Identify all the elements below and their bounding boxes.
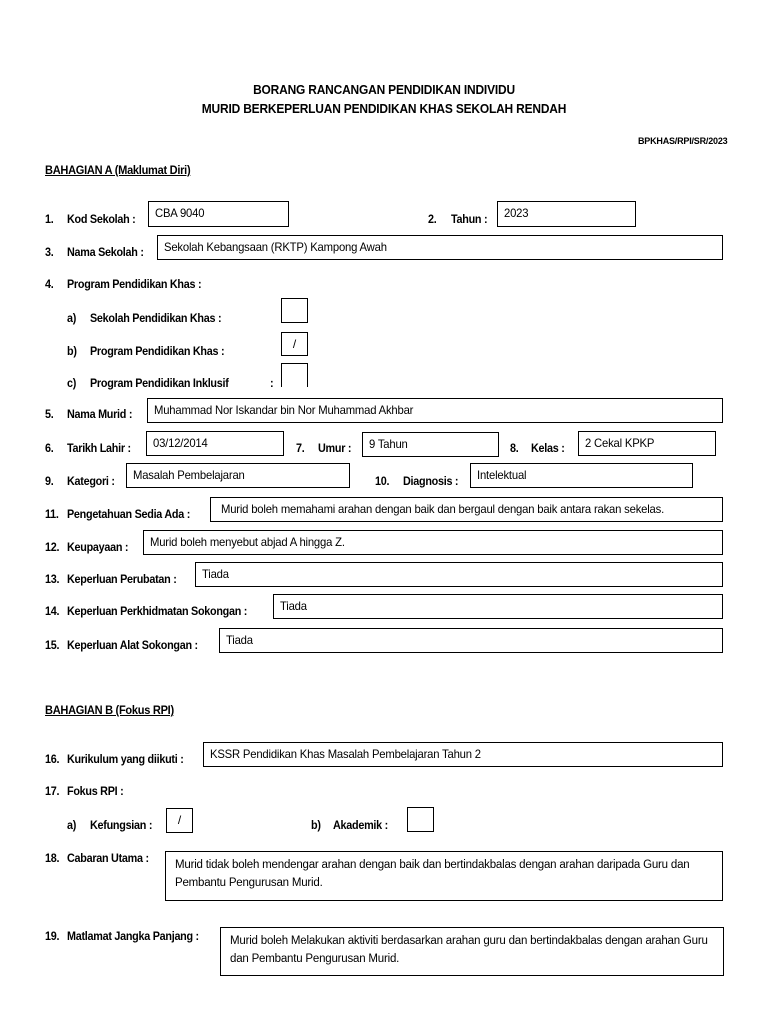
form-code: BPKHAS/RPI/SR/2023 — [638, 136, 728, 146]
item-number: 6. — [45, 441, 54, 455]
item-number: 12. — [45, 540, 60, 554]
item-number: 8. — [510, 441, 519, 455]
program-pendidikan-khas-label: Program Pendidikan Khas : — [90, 344, 225, 358]
item-number: 11. — [45, 507, 59, 521]
item-number: 2. — [428, 212, 437, 226]
nama-sekolah-label: Nama Sekolah : — [67, 245, 144, 259]
sekolah-pendidikan-khas-label: Sekolah Pendidikan Khas : — [90, 311, 222, 325]
item-number: 5. — [45, 407, 54, 421]
kategori-label: Kategori : — [67, 474, 115, 488]
item-number: 4. — [45, 277, 54, 291]
kurikulum-label: Kurikulum yang diikuti : — [67, 752, 184, 766]
sub-item-letter: c) — [67, 376, 77, 390]
umur-field[interactable]: 9 Tahun — [362, 432, 499, 457]
item-number: 15. — [45, 638, 60, 652]
sekolah-pendidikan-khas-checkbox[interactable] — [281, 298, 308, 323]
keupayaan-label: Keupayaan : — [67, 540, 129, 554]
tahun-field[interactable]: 2023 — [497, 201, 636, 227]
pengetahuan-field[interactable]: Murid boleh memahami arahan dengan baik dan bergaul dengan baik antara rakan sekelas. — [210, 497, 723, 522]
program-pendidikan-khas-checkbox[interactable]: / — [281, 332, 308, 356]
nama-sekolah-field[interactable]: Sekolah Kebangsaan (RKTP) Kampong Awah — [157, 235, 723, 260]
section-a-title: BAHAGIAN A (Maklumat Diri) — [45, 163, 191, 177]
item-number: 9. — [45, 474, 54, 488]
fokus-label: Fokus RPI : — [67, 784, 124, 798]
tahun-label: Tahun : — [451, 212, 488, 226]
kategori-field[interactable]: Masalah Pembelajaran — [126, 463, 350, 488]
form-title-line-1: BORANG RANCANGAN PENDIDIKAN INDIVIDU — [253, 82, 515, 97]
alat-label: Keperluan Alat Sokongan : — [67, 638, 198, 652]
item-number: 10. — [375, 474, 390, 488]
item-number: 13. — [45, 572, 60, 586]
sub-item-letter: a) — [67, 311, 77, 325]
item-number: 18. — [45, 851, 60, 865]
matlamat-field[interactable]: Murid boleh Melakukan aktiviti berdasarkan arahan guru dan bertindakbalas dengan arahan Guru dan Pembantu Pengurusan Murid. — [220, 927, 724, 976]
kod-sekolah-label: Kod Sekolah : — [67, 212, 136, 226]
akademik-label: Akademik : — [333, 818, 388, 832]
cabaran-field[interactable]: Murid tidak boleh mendengar arahan dengan baik dan bertindakbalas dengan arahan daripada Guru dan Pembantu Pengurusan Murid. — [165, 851, 723, 901]
pengetahuan-label: Pengetahuan Sedia Ada : — [67, 507, 191, 521]
perubatan-field[interactable]: Tiada — [195, 562, 723, 587]
umur-label: Umur : — [318, 441, 352, 455]
nama-murid-label: Nama Murid : — [67, 407, 133, 421]
program-pendidikan-inklusif-checkbox[interactable] — [281, 363, 308, 387]
kelas-field[interactable]: 2 Cekal KPKP — [578, 431, 716, 456]
program-pendidikan-inklusif-label: Program Pendidikan Inklusif — [90, 376, 229, 390]
program-label: Program Pendidikan Khas : — [67, 277, 202, 291]
sub-item-letter: b) — [67, 344, 77, 358]
keupayaan-field[interactable]: Murid boleh menyebut abjad A hingga Z. — [143, 530, 723, 555]
kelas-label: Kelas : — [531, 441, 565, 455]
sub-item-letter: b) — [311, 818, 321, 832]
diagnosis-label: Diagnosis : — [403, 474, 459, 488]
section-b-title: BAHAGIAN B (Fokus RPI) — [45, 703, 174, 717]
kefungsian-label: Kefungsian : — [90, 818, 153, 832]
matlamat-label: Matlamat Jangka Panjang : — [67, 929, 199, 943]
perkhidmatan-label: Keperluan Perkhidmatan Sokongan : — [67, 604, 248, 618]
diagnosis-field[interactable]: Intelektual — [470, 463, 693, 488]
sub-item-letter: a) — [67, 818, 77, 832]
item-number: 7. — [296, 441, 305, 455]
perkhidmatan-field[interactable]: Tiada — [273, 594, 723, 619]
tarikh-lahir-field[interactable]: 03/12/2014 — [146, 431, 284, 456]
cabaran-label: Cabaran Utama : — [67, 851, 149, 865]
item-number: 14. — [45, 604, 60, 618]
program-pendidikan-inklusif-colon: : — [270, 376, 274, 390]
tarikh-lahir-label: Tarikh Lahir : — [67, 441, 131, 455]
item-number: 16. — [45, 752, 60, 766]
alat-field[interactable]: Tiada — [219, 628, 723, 653]
item-number: 3. — [45, 245, 54, 259]
kurikulum-field[interactable]: KSSR Pendidikan Khas Masalah Pembelajaran Tahun 2 — [203, 742, 723, 767]
item-number: 17. — [45, 784, 60, 798]
nama-murid-field[interactable]: Muhammad Nor Iskandar bin Nor Muhammad Akhbar — [147, 398, 723, 423]
kod-sekolah-field[interactable]: CBA 9040 — [148, 201, 289, 227]
item-number: 19. — [45, 929, 60, 943]
kefungsian-checkbox[interactable]: / — [166, 808, 193, 833]
perubatan-label: Keperluan Perubatan : — [67, 572, 177, 586]
akademik-checkbox[interactable] — [407, 807, 434, 832]
item-number: 1. — [45, 212, 54, 226]
form-title-line-2: MURID BERKEPERLUAN PENDIDIKAN KHAS SEKOLAH RENDAH — [201, 101, 567, 116]
